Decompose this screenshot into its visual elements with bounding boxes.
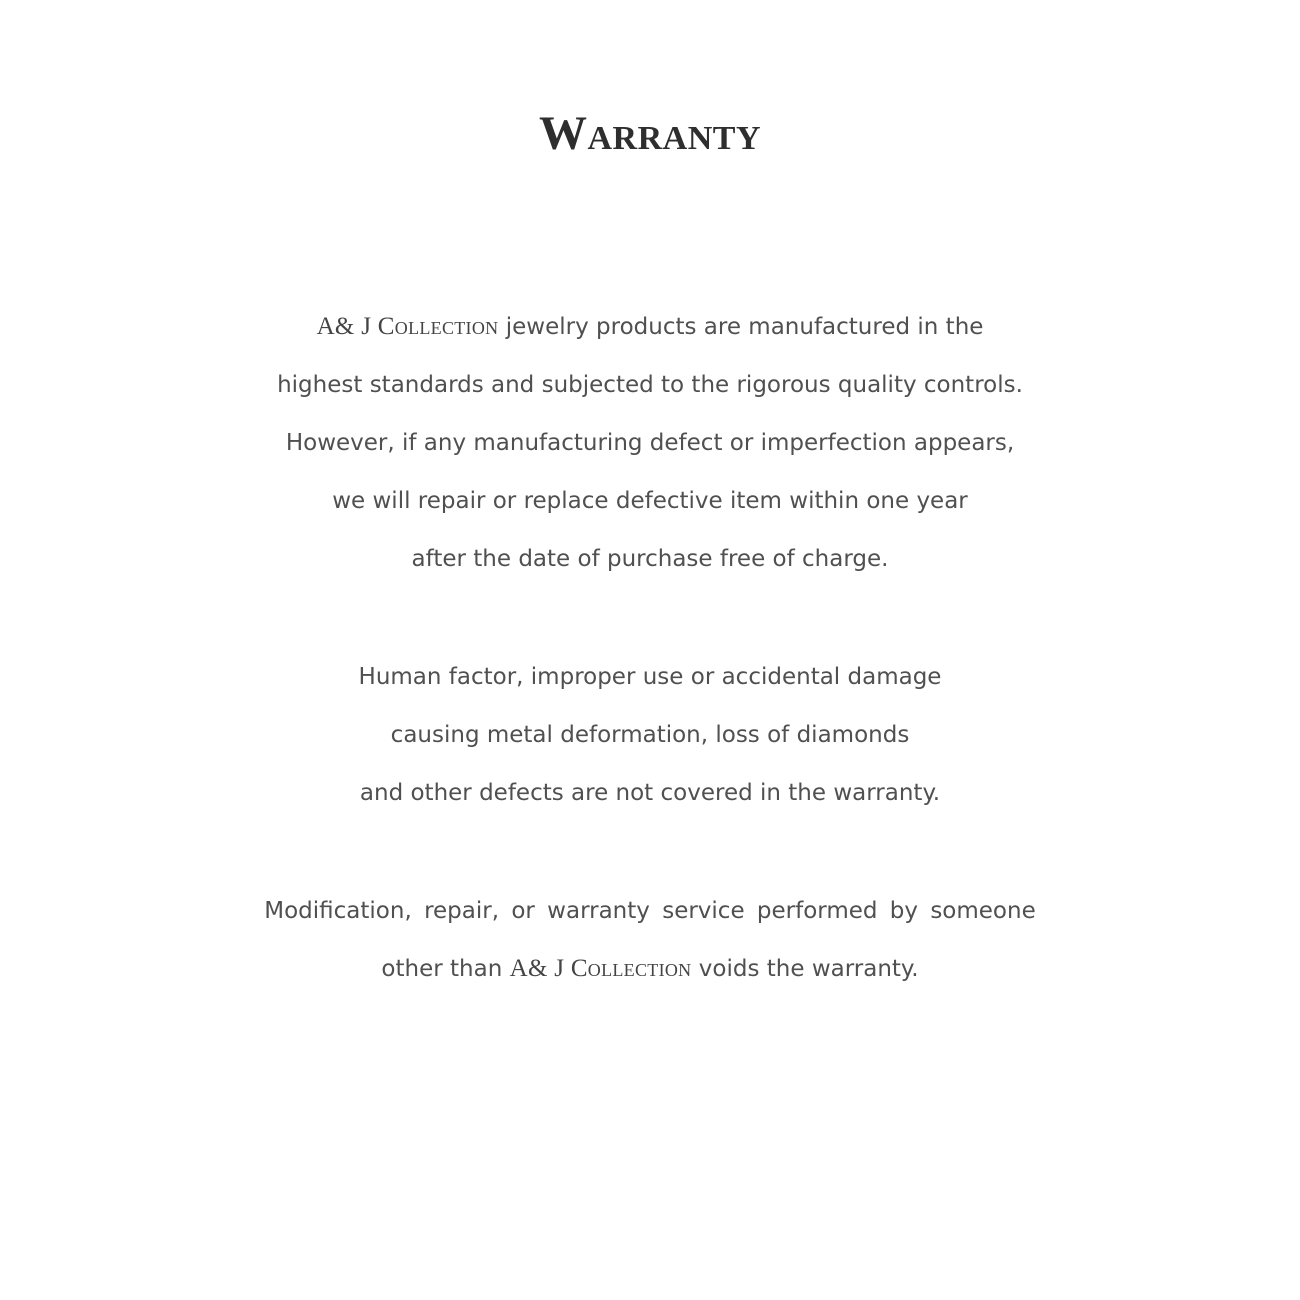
paragraph-line: However, if any manufacturing defect or imperfection appears, (285, 430, 1015, 456)
paragraph-line: highest standards and subjected to the rigorous quality controls. (277, 372, 1023, 398)
paragraph-line: Human factor, improper use or accidental damage (358, 664, 942, 690)
brand-name: A& J Collection (509, 955, 692, 982)
paragraph-text: other than (381, 956, 510, 982)
paragraph-line: after the date of purchase free of charge. (411, 546, 889, 572)
paragraph-line (0, 298, 1300, 356)
brand-name: A& J Collection (316, 313, 499, 340)
paragraph-line: Modification, repair, or warranty service performed by someone (264, 898, 1036, 924)
page-title: Warranty (539, 107, 761, 160)
paragraph-line: and other defects are not covered in the warranty. (359, 780, 941, 806)
paragraph-text: voids the warranty. (691, 956, 919, 982)
paragraph-line: we will repair or replace defective item within one year (332, 488, 968, 514)
paragraph-line: causing metal deformation, loss of diamonds (390, 722, 910, 748)
warranty-exclusions-paragraph (0, 648, 1300, 822)
warranty-void-paragraph (0, 882, 1300, 998)
paragraph-line (0, 940, 1300, 998)
warranty-coverage-paragraph (0, 298, 1300, 588)
paragraph-text: jewelry products are manufactured in the (498, 314, 984, 340)
